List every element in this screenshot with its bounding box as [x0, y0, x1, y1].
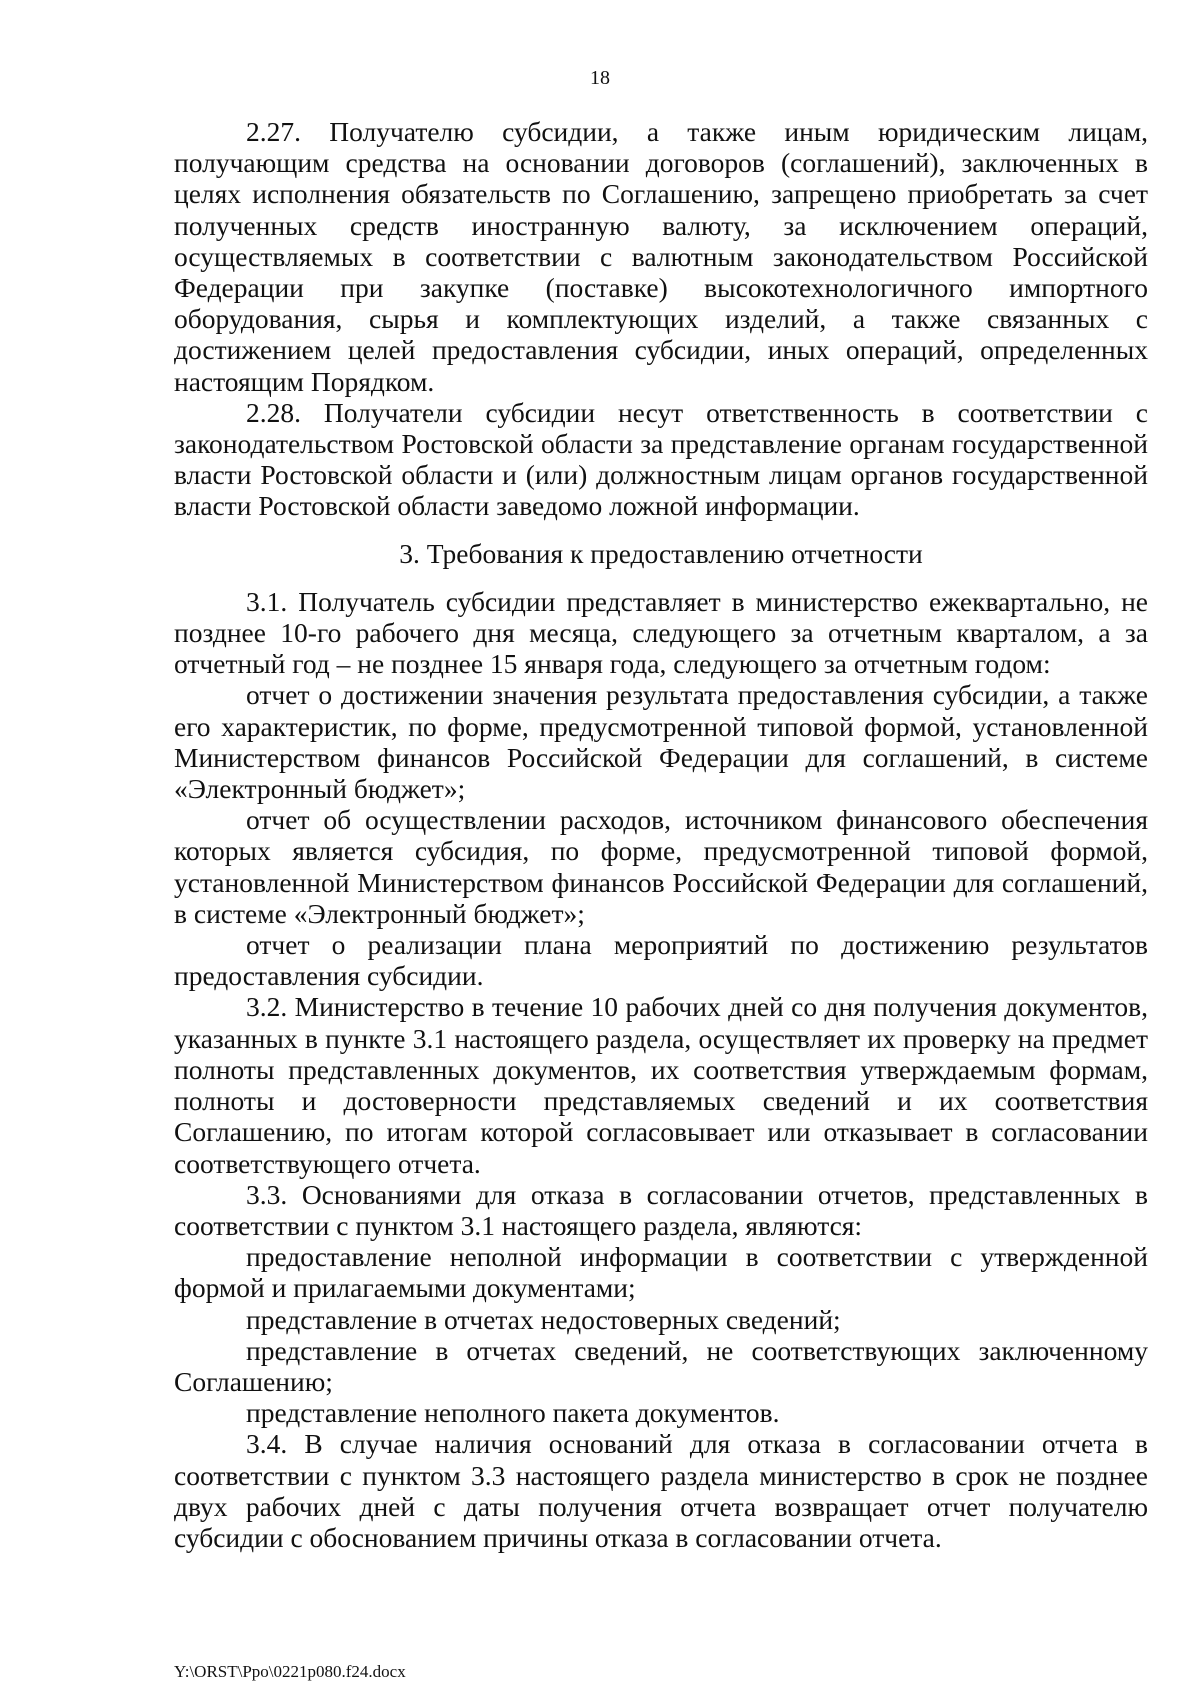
paragraph-3-2: 3.2. Министерство в течение 10 рабочих дней со дня получения документов, указанных в пункте 3.1 настоящего раздела, осуществляет их проверку на предмет полноты представленных документов, их соответствия утверждаемым формам, полноты и достоверности представляемых сведений и их соответствия Соглашению, по итогам которой согласовывает или отказывает в согласовании соответствующего отчета. — [174, 991, 1148, 1179]
paragraph-3-3: 3.3. Основаниями для отказа в согласовании отчетов, представленных в соответствии с пунктом 3.1 настоящего раздела, являются: — [174, 1178, 1148, 1241]
paragraph-3-3-nonconforming-info: представление в отчетах сведений, не соответствующих заключенному Соглашению; — [174, 1334, 1148, 1397]
paragraph-3-1-report-plan: отчет о реализации плана мероприятий по достижению результатов предоставления субсидии. — [174, 929, 1148, 992]
paragraph-3-3-incomplete-package: представление неполного пакета документов. — [246, 1397, 780, 1429]
page-number: 18 — [590, 67, 610, 89]
document-body — [174, 116, 1148, 1553]
section-heading: 3. Требования к предоставлению отчетности — [399, 537, 923, 569]
paragraph-3-4: 3.4. В случае наличия оснований для отказа в согласовании отчета в соответствии с пунктом 3.3 настоящего раздела министерство в срок не позднее двух рабочих дней с даты получения отчета возвращает отчет получателю субсидии с обоснованием причины отказа в согласовании отчета. — [174, 1428, 1148, 1553]
paragraph-3-1-report-result: отчет о достижении значения результата предоставления субсидии, а также его характеристик, по форме, предусмотренной типовой формой, установленной Министерством финансов Российской Федерации для соглашений, в системе «Электронный бюджет»; — [174, 679, 1148, 805]
paragraph-3-3-unreliable-info: представление в отчетах недостоверных сведений; — [246, 1303, 841, 1335]
footer-file-path: Y:\ORST\Ppo\0221p080.f24.docx — [174, 1662, 406, 1681]
paragraph-2-27: 2.27. Получателю субсидии, а также иным юридическим лицам, получающим средства на основании договоров (соглашений), заключенных в целях исполнения обязательств по Соглашению, запрещено приобретать за счет полученных средств иностранную валюту, за исключением операций, осуществляемых в соответствии с валютным законодательством Российской Федерации при закупке (поставке) высокотехнологичного импортного оборудования, сырья и комплектующих изделий, а также связанных с достижением целей предоставления субсидии, иных операций, определенных настоящим Порядком. — [174, 116, 1148, 397]
paragraph-2-28: 2.28. Получатели субсидии несут ответственность в соответствии с законодательством Ростовской области за представление органам государственной власти Ростовской области и (или) должностным лицам органов государственной власти Ростовской области заведомо ложной информации. — [174, 396, 1148, 522]
paragraph-3-3-incomplete-info: предоставление неполной информации в соответствии с утвержденной формой и прилагаемыми документами; — [174, 1241, 1148, 1304]
paragraph-3-1: 3.1. Получатель субсидии представляет в министерство ежеквартально, не позднее 10-го рабочего дня месяца, следующего за отчетным кварталом, а за отчетный год – не позднее 15 января года, следующего за отчетным годом: — [174, 585, 1148, 680]
paragraph-3-1-report-expenses: отчет об осуществлении расходов, источником финансового обеспечения которых является субсидия, по форме, предусмотренной типовой формой, установленной Министерством финансов Российской Федерации для соглашений, в системе «Электронный бюджет»; — [174, 804, 1148, 929]
